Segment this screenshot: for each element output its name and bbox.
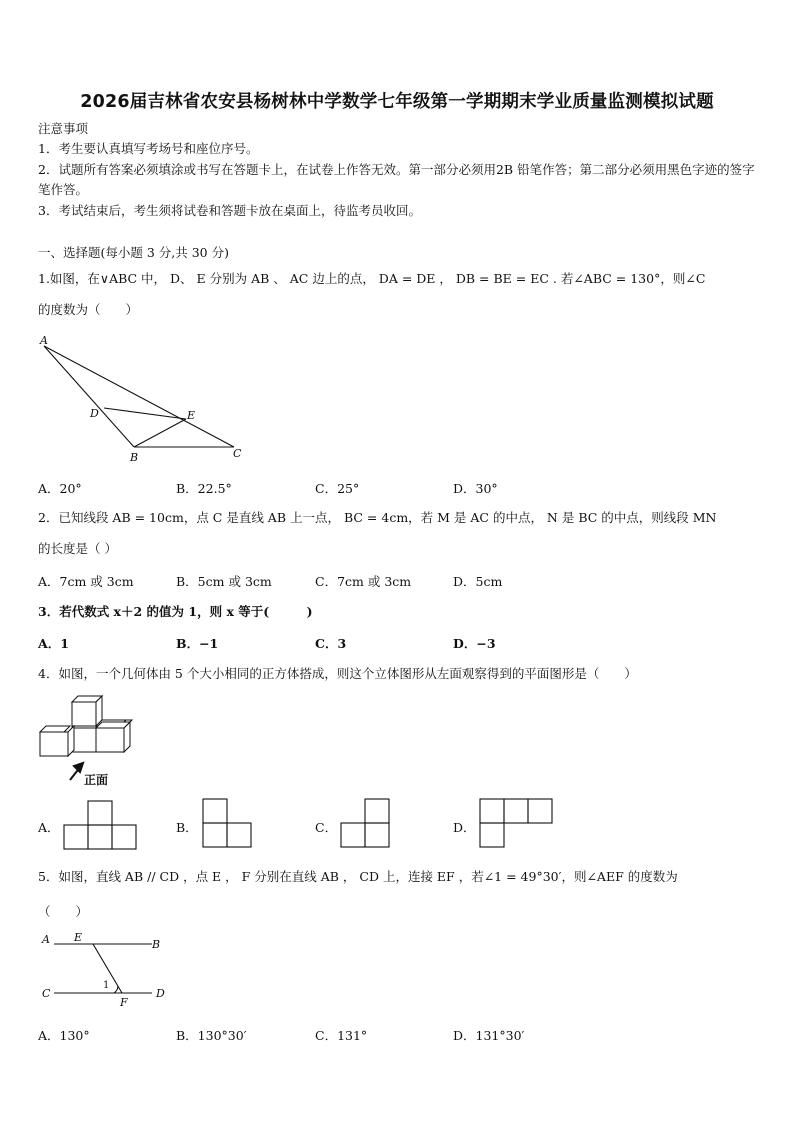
q5-option-d[interactable]: D．131°30′ [453, 1028, 525, 1043]
q4-option-b-figure[interactable] [199, 797, 255, 853]
notice-item-3: 3．考试结束后，考生须将试卷和答题卡放在桌面上，待监考员收回。 [38, 203, 421, 218]
q3-option-d[interactable]: D．−3 [453, 636, 496, 651]
notice-item-2: 2．试题所有答案必须填涂或书写在答题卡上，在试卷上作答无效。第一部分必须用2B 铅笔作答；第二部分必须用黑色字迹的签字笔作答。 [38, 162, 755, 197]
question-5-text-cont: （ ） [38, 904, 89, 919]
q5-option-a[interactable]: A．130° [38, 1028, 90, 1043]
question-5-figure [36, 928, 176, 1012]
q4-option-a[interactable]: A． [38, 820, 60, 835]
q2-option-c[interactable]: C．7cm 或 3cm [315, 574, 412, 589]
question-4-text: 4．如图，一个几何体由 5 个大小相同的正方体搭成，则这个立体图形从左面观察得到的平面图形是（ ） [38, 666, 637, 681]
notice-heading: 注意事项 [38, 121, 89, 136]
question-1-text: 1.如图，在∨ABC 中， D、 E 分别为 AB 、 AC 边上的点， DA = DE ， DB = BE = EC . 若∠ABC = 130°，则∠C [38, 271, 706, 286]
q3-option-a[interactable]: A．1 [38, 636, 69, 651]
question-5-text: 5．如图，直线 AB // CD ，点 E ， F 分别在直线 AB ， CD 上，连接 EF ，若∠1 = 49°30′，则∠AEF 的度数为 [38, 869, 678, 884]
q1-option-d[interactable]: D．30° [453, 481, 498, 496]
question-1-figure [30, 330, 260, 470]
q5-option-b[interactable]: B．130°30′ [176, 1028, 247, 1043]
q4-option-b[interactable]: B． [176, 820, 198, 835]
q3-option-c[interactable]: C．3 [315, 636, 347, 651]
q5-option-c[interactable]: C．131° [315, 1028, 368, 1043]
page-title: 2026届吉林省农安县杨树林中学数学七年级第一学期期末学业质量监测模拟试题 [80, 92, 714, 112]
front-label: 正面 [84, 773, 109, 787]
question-1-text-cont: 的度数为（ ） [38, 302, 139, 317]
label-A: A [40, 334, 48, 347]
notice-item-1: 1．考生要认真填写考场号和座位序号。 [38, 141, 259, 156]
label-A: A [42, 933, 50, 946]
label-E: E [74, 931, 83, 944]
label-C: C [233, 447, 242, 460]
question-2-text-cont: 的长度是（ ） [38, 541, 117, 556]
q2-option-b[interactable]: B．5cm 或 3cm [176, 574, 272, 589]
q1-option-c[interactable]: C．25° [315, 481, 360, 496]
section-heading: 一、选择题(每小题 3 分,共 30 分) [38, 245, 229, 260]
q1-option-a[interactable]: A．20° [38, 481, 82, 496]
q4-option-a-figure[interactable] [60, 799, 140, 853]
label-F: F [120, 996, 128, 1009]
q3-option-b[interactable]: B．−1 [176, 636, 219, 651]
label-D: D [156, 987, 165, 1000]
q2-option-d[interactable]: D．5cm [453, 574, 503, 589]
label-B: B [130, 451, 139, 464]
q4-option-c-figure[interactable] [337, 797, 393, 853]
label-B: B [152, 938, 161, 951]
label-E: E [187, 409, 196, 422]
q4-option-d[interactable]: D． [453, 820, 476, 835]
q4-option-d-figure[interactable] [476, 797, 556, 853]
q1-option-b[interactable]: B．22.5° [176, 481, 232, 496]
label-D: D [90, 407, 99, 420]
question-3-text: 3．若代数式 x＋2 的值为 1，则 x 等于( ) [38, 604, 313, 619]
q4-option-c[interactable]: C． [315, 820, 338, 835]
question-2-text: 2．已知线段 AB = 10cm，点 C 是直线 AB 上一点， BC = 4cm，若 M 是 AC 的中点， N 是 BC 的中点，则线段 MN [38, 510, 717, 525]
label-C: C [42, 987, 51, 1000]
label-angle-1: 1 [103, 980, 110, 991]
q2-option-a[interactable]: A．7cm 或 3cm [38, 574, 134, 589]
